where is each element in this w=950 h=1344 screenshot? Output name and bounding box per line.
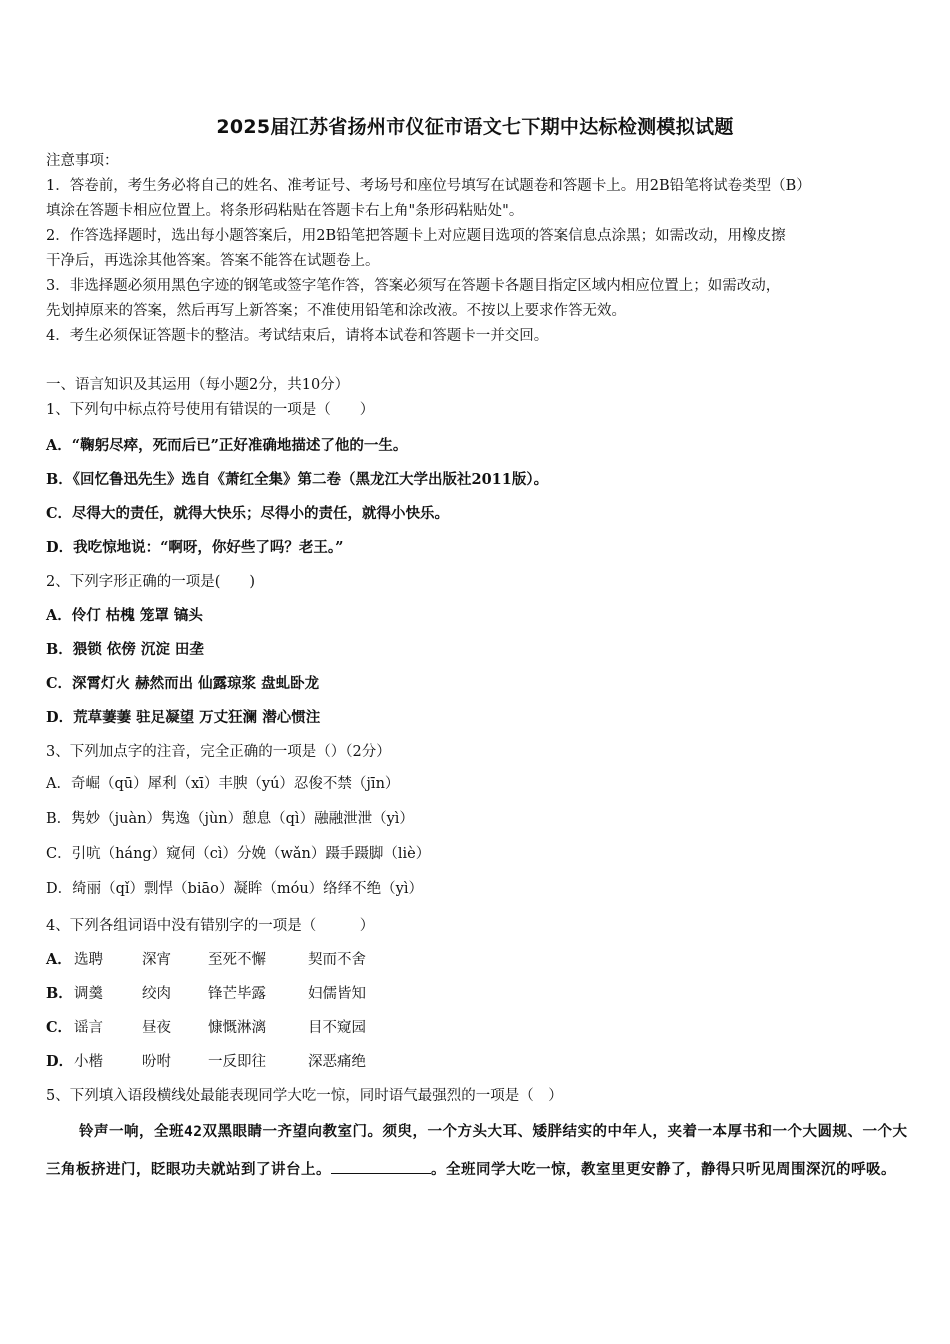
word: 深宵 (142, 952, 171, 968)
question-2-option-d: D．荒草萋萋 驻足凝望 万丈狂澜 潜心惯注 (46, 709, 321, 726)
question-1-option-d: D．我吃惊地说：“啊呀，你好些了吗？老王。” (46, 539, 344, 556)
word: 吩咐 (142, 1054, 171, 1070)
word: 深恶痛绝 (308, 1054, 366, 1070)
question-2-stem: 2、下列字形正确的一项是( ) (46, 574, 256, 590)
word: 昼夜 (142, 1020, 171, 1036)
word: 目不窥园 (308, 1020, 366, 1036)
notice-line: 干净后，再选涂其他答案。答案不能答在试题卷上。 (46, 253, 380, 269)
question-1-option-b: B．《回忆鲁迅先生》选自《萧红全集》第二卷（黑龙江大学出版社2011版）。 (46, 471, 549, 488)
passage-text: 铃声一响，全班42双黑眼睛一齐望向教室门。须臾，一个方头大耳、矮胖结实的中年人，夹着一本厚书和一个大圆规、一个大三角板挤进门，眨眼功夫就站到了讲台上。 (46, 1124, 908, 1178)
question-2-option-a: A．伶仃 枯槐 笼罩 镐头 (46, 607, 203, 624)
option-label: C． (46, 1019, 73, 1036)
word: 慷慨淋漓 (208, 1020, 266, 1036)
word: 锋芒毕露 (208, 986, 266, 1002)
question-1-option-c: C．尽得大的责任，就得大快乐；尽得小的责任，就得小快乐。 (46, 505, 450, 522)
question-2-option-b: B．猥锁 依傍 沉淀 田垄 (46, 641, 204, 658)
question-3-option-a: A．奇崛（qū）犀利（xī）丰腴（yú）忍俊不禁（jīn） (46, 776, 400, 792)
question-4-stem: 4、下列各组词语中没有错别字的一项是（ ） (46, 918, 375, 934)
option-label: A． (46, 951, 72, 968)
word: 契而不舍 (308, 952, 366, 968)
question-3-option-c: C．引吭（háng）窥伺（cì）分娩（wǎn）蹑手蹑脚（liè） (46, 846, 431, 862)
word: 妇儒皆知 (308, 986, 366, 1002)
notice-line: 填涂在答题卡相应位置上。将条形码粘贴在答题卡右上角"条形码粘贴处"。 (46, 203, 524, 219)
notice-line: 先划掉原来的答案，然后再写上新答案；不准使用铅笔和涂改液。不按以上要求作答无效。 (46, 303, 626, 319)
word: 小楷 (74, 1054, 103, 1070)
notice-heading: 注意事项： (46, 153, 119, 169)
question-3-stem: 3、下列加点字的注音，完全正确的一项是（）（2分） (46, 744, 391, 760)
option-label: D． (46, 1053, 74, 1070)
passage-text: 。全班同学大吃一惊，教室里更安静了，静得只听见周围深沉的呼吸。 (431, 1162, 896, 1178)
word: 谣言 (74, 1020, 103, 1036)
question-1-stem: 1、下列句中标点符号使用有错误的一项是（ ） (46, 402, 375, 418)
question-5-stem: 5、下列填入语段横线处最能表现同学大吃一惊，同时语气最强烈的一项是（ ） (46, 1088, 563, 1104)
question-3-option-d: D．绮丽（qǐ）剽悍（biāo）凝眸（móu）络绎不绝（yì） (46, 881, 423, 897)
word: 至死不懈 (208, 952, 266, 968)
section-heading: 一、语言知识及其运用（每小题2分，共10分） (46, 377, 350, 393)
question-3-option-b: B．隽妙（juàn）隽逸（jùn）憩息（qì）融融泄泄（yì） (46, 811, 414, 827)
notice-line: 3．非选择题必须用黑色字迹的钢笔或签字笔作答，答案必须写在答题卡各题目指定区域内相应位置上；如需改动， (46, 278, 781, 294)
word: 选聘 (74, 952, 103, 968)
question-1-option-a: A．“鞠躬尽瘁，死而后已”正好准确地描述了他的一生。 (46, 437, 408, 454)
notice-line: 4．考生必须保证答题卡的整洁。考试结束后，请将本试卷和答题卡一并交回。 (46, 328, 549, 344)
question-2-option-c: C．深霄灯火 赫然而出 仙露琼浆 盘虬卧龙 (46, 675, 320, 692)
page-title: 2025届江苏省扬州市仪征市语文七下期中达标检测模拟试题 (216, 116, 734, 138)
answer-blank (331, 1159, 431, 1174)
notice-line: 2．作答选择题时，选出每小题答案后，用2B铅笔把答题卡上对应题目选项的答案信息点涂黑；如需改动，用橡皮擦 (46, 228, 786, 244)
option-label: B． (46, 985, 73, 1002)
question-5-passage (46, 1113, 908, 1189)
word: 绞肉 (142, 986, 171, 1002)
word: 一反即往 (208, 1054, 266, 1070)
notice-line: 1．答卷前，考生务必将自己的姓名、准考证号、考场号和座位号填写在试题卷和答题卡上。用2B铅笔将试卷类型（B） (46, 178, 811, 194)
word: 调羹 (74, 986, 103, 1002)
